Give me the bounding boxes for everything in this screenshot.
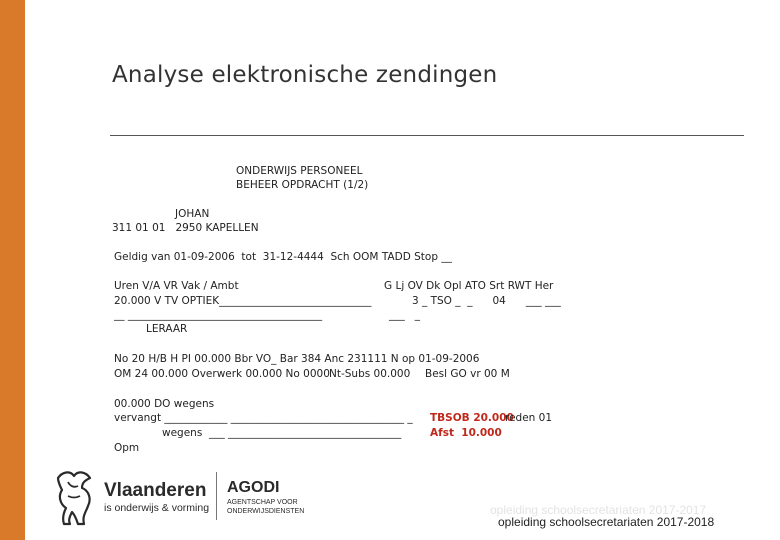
footer-text: opleiding schoolsecretariaten 2017-2018 bbox=[498, 515, 715, 529]
record-remark: Opm bbox=[114, 442, 140, 454]
record-address: 311 01 01 2950 KAPELLEN bbox=[112, 222, 259, 234]
side-accent-bar bbox=[0, 0, 25, 540]
agodi-tagline: AGENTSCHAP VOOR ONDERWIJSDIENSTEN bbox=[227, 499, 305, 515]
slide-title: Analyse elektronische zendingen bbox=[112, 62, 498, 88]
record-function: LERAAR bbox=[146, 323, 188, 335]
vlaanderen-logo-text: Vlaanderen bbox=[104, 480, 207, 501]
record-assignment-left: 20.000 V TV OPTIEK_____________________________ bbox=[114, 295, 372, 307]
record-reason: reden 01 bbox=[505, 412, 553, 424]
record-afst-value: Afst 10.000 bbox=[430, 427, 502, 439]
record-tbsob-value: TBSOB 20.000 bbox=[430, 412, 514, 424]
vlaanderen-tagline: is onderwijs & vorming bbox=[104, 502, 210, 514]
record-header-line-1: ONDERWIJS PERSONEEL bbox=[236, 165, 363, 177]
record-do-line: 00.000 DO wegens bbox=[114, 398, 215, 410]
record-because-line: wegens ___ _________________________________ bbox=[162, 427, 402, 439]
record-blank-line-right: ___ _ bbox=[389, 309, 421, 321]
record-header-line-2: BEHEER OPDRACHT (1/2) bbox=[236, 179, 369, 191]
footer-ghost-text: opleiding schoolsecretariaten 2017-2017 bbox=[490, 503, 707, 517]
logo-divider bbox=[216, 472, 217, 520]
record-replaces-line: vervangt ____________ _________________________________ _ bbox=[114, 412, 413, 424]
record-subs: Nt-Subs 00.000 bbox=[329, 368, 411, 380]
record-name: JOHAN bbox=[175, 208, 210, 220]
record-hours-line: OM 24 00.000 Overwerk 00.000 No 0000 bbox=[114, 368, 330, 380]
flemish-lion-logo-icon bbox=[52, 468, 96, 528]
record-blank-line-left: __ _____________________________________ bbox=[114, 309, 323, 321]
title-divider bbox=[110, 135, 744, 136]
record-salary-line: No 20 H/B H PI 00.000 Bbr VO_ Bar 384 Anc 231111 N op 01-09-2006 bbox=[114, 353, 480, 365]
agodi-logo-text: AGODI bbox=[227, 479, 280, 496]
record-columns-left: Uren V/A VR Vak / Ambt bbox=[114, 280, 239, 292]
record-columns-right: G Lj OV Dk Opl ATO Srt RWT Her bbox=[384, 280, 554, 292]
record-assignment-right: 3 _ TSO _ _ 04 ___ ___ bbox=[412, 295, 561, 307]
record-decision: Besl GO vr 00 M bbox=[425, 368, 510, 380]
record-validity: Geldig van 01-09-2006 tot 31-12-4444 Sch OOM TADD Stop __ bbox=[114, 251, 452, 263]
